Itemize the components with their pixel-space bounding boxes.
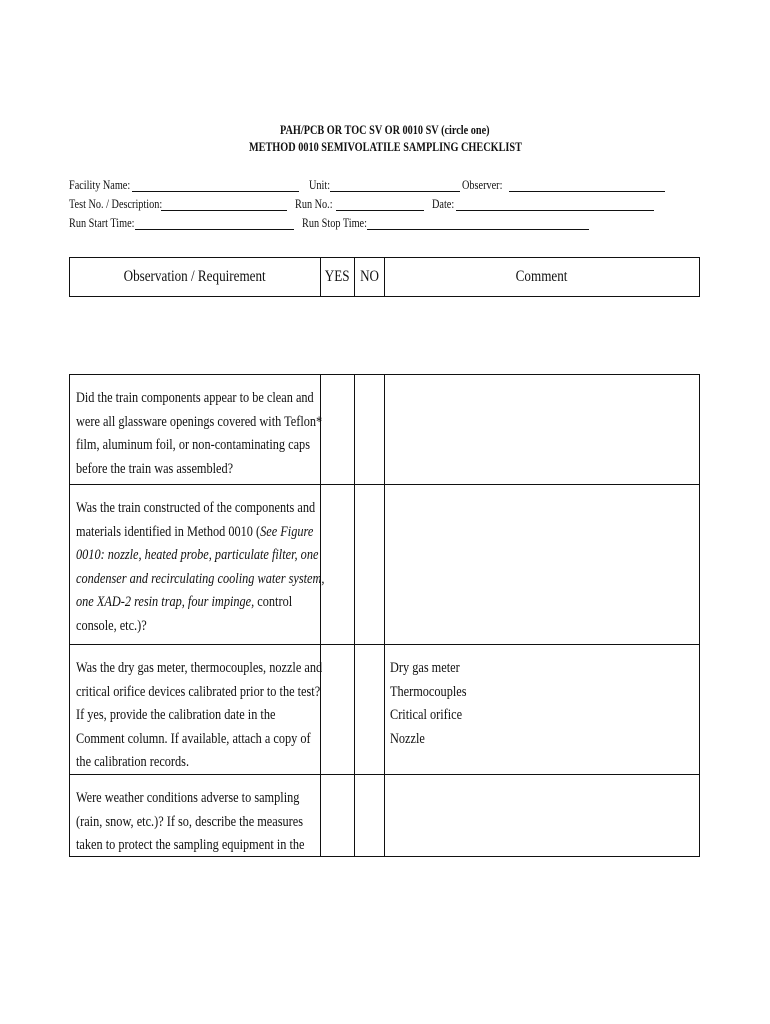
observation-text-italic: 0010: nozzle, heated probe, particulate filter, one [76, 547, 319, 564]
observation-text: film, aluminum foil, or non-contaminating caps [76, 437, 310, 454]
observation-text: Was the train constructed of the components and [76, 500, 316, 516]
no-header: NO [360, 268, 379, 285]
observation-line [76, 434, 320, 458]
yes-checkbox-cell[interactable] [321, 775, 355, 856]
observation-text-italic: See Figure [260, 523, 314, 540]
observation-line [76, 591, 320, 615]
no-checkbox-cell[interactable] [355, 375, 385, 484]
observation-text: control [254, 594, 293, 611]
comment-line [390, 657, 699, 681]
observation-line [76, 811, 320, 835]
observation-line [76, 751, 320, 775]
date-label: Date: [432, 197, 455, 211]
observer-field[interactable] [509, 191, 665, 192]
no-checkbox-cell[interactable] [355, 645, 385, 774]
observation-line [76, 834, 320, 858]
unit-field[interactable] [330, 191, 460, 192]
run-start-field[interactable] [135, 229, 294, 230]
observation-text: Was the dry gas meter, thermocouples, nozzle and [76, 660, 323, 676]
observation-text: materials identified in Method 0010 ( [76, 523, 261, 540]
checklist-row [70, 775, 699, 856]
facility-name-field[interactable] [132, 191, 299, 192]
observation-line [76, 681, 320, 705]
observation-text: were all glassware openings covered with Teflon* [76, 413, 323, 430]
checklist-row [70, 485, 699, 645]
observation-line [76, 657, 323, 681]
facility-name-label: Facility Name: [69, 178, 131, 192]
yes-checkbox-cell[interactable] [321, 375, 355, 484]
comment-cell[interactable] [385, 485, 699, 644]
run-stop-label: Run Stop Time: [302, 216, 367, 230]
observation-line [76, 787, 320, 811]
checklist-table [69, 374, 700, 857]
observation-text: (rain, snow, etc.)? If so, describe the measures [76, 813, 304, 830]
observation-text: critical orifice devices calibrated prior to the test? [76, 683, 321, 700]
comment-cell[interactable] [385, 375, 699, 484]
yes-checkbox-cell[interactable] [321, 485, 355, 644]
comment-line [390, 681, 699, 705]
observation-text: before the train was assembled? [76, 460, 234, 477]
yes-header: YES [325, 268, 350, 285]
comment-line [390, 704, 699, 728]
run-no-field[interactable] [336, 210, 424, 211]
title-line-2: METHOD 0010 SEMIVOLATILE SAMPLING CHECKLIST [248, 140, 522, 154]
observation-text: Comment column. If available, attach a copy of [76, 730, 311, 747]
observation-cell [70, 375, 321, 484]
no-checkbox-cell[interactable] [355, 775, 385, 856]
observation-line [76, 458, 320, 482]
observer-label: Observer: [462, 178, 503, 192]
observation-line [76, 704, 320, 728]
observation-line [76, 521, 320, 545]
comment-cell[interactable] [385, 775, 699, 856]
test-no-field[interactable] [161, 210, 287, 211]
observation-header-cell [70, 258, 321, 296]
observation-cell [70, 775, 321, 856]
form-title [0, 122, 770, 156]
observation-line [76, 497, 320, 521]
title-line-1: PAH/PCB OR TOC SV OR 0010 SV (circle one) [280, 123, 490, 137]
comment-text: Nozzle [390, 730, 425, 747]
observation-text: console, etc.)? [76, 617, 147, 634]
observation-line [76, 387, 320, 411]
observation-line [76, 568, 325, 592]
yes-header-cell [321, 258, 355, 296]
observation-line [76, 728, 320, 752]
checklist-row [70, 645, 699, 775]
checklist-row [70, 375, 699, 485]
observation-header: Observation / Requirement [123, 268, 267, 285]
comment-header: Comment [516, 268, 568, 285]
comment-text: Critical orifice [390, 707, 463, 724]
observation-text: Did the train components appear to be clean and [76, 390, 314, 406]
observation-line [76, 544, 320, 568]
observation-cell [70, 645, 321, 774]
comment-cell[interactable] [385, 645, 699, 774]
test-no-label: Test No. / Description: [69, 197, 163, 211]
comment-header-cell [385, 258, 699, 296]
run-no-label: Run No.: [295, 197, 333, 211]
observation-text: Were weather conditions adverse to sampling [76, 790, 300, 806]
observation-line [76, 411, 323, 435]
comment-line [390, 728, 699, 752]
date-field[interactable] [456, 210, 654, 211]
run-stop-field[interactable] [367, 229, 589, 230]
comment-text: Thermocouples [390, 683, 467, 700]
comment-text: Dry gas meter [390, 660, 460, 676]
observation-text-italic: one XAD-2 resin trap, four impinge, [76, 594, 255, 611]
observation-cell [70, 485, 325, 644]
observation-line [76, 615, 320, 639]
observation-text: taken to protect the sampling equipment in the [76, 837, 305, 854]
unit-label: Unit: [309, 178, 331, 192]
observation-text: the calibration records. [76, 754, 190, 771]
no-checkbox-cell[interactable] [355, 485, 385, 644]
no-header-cell [355, 258, 385, 296]
observation-text: If yes, provide the calibration date in the [76, 707, 276, 724]
checklist-header-table [69, 257, 700, 297]
run-start-label: Run Start Time: [69, 216, 135, 230]
yes-checkbox-cell[interactable] [321, 645, 355, 774]
observation-text-italic: condenser and recirculating cooling water system, [76, 570, 325, 587]
